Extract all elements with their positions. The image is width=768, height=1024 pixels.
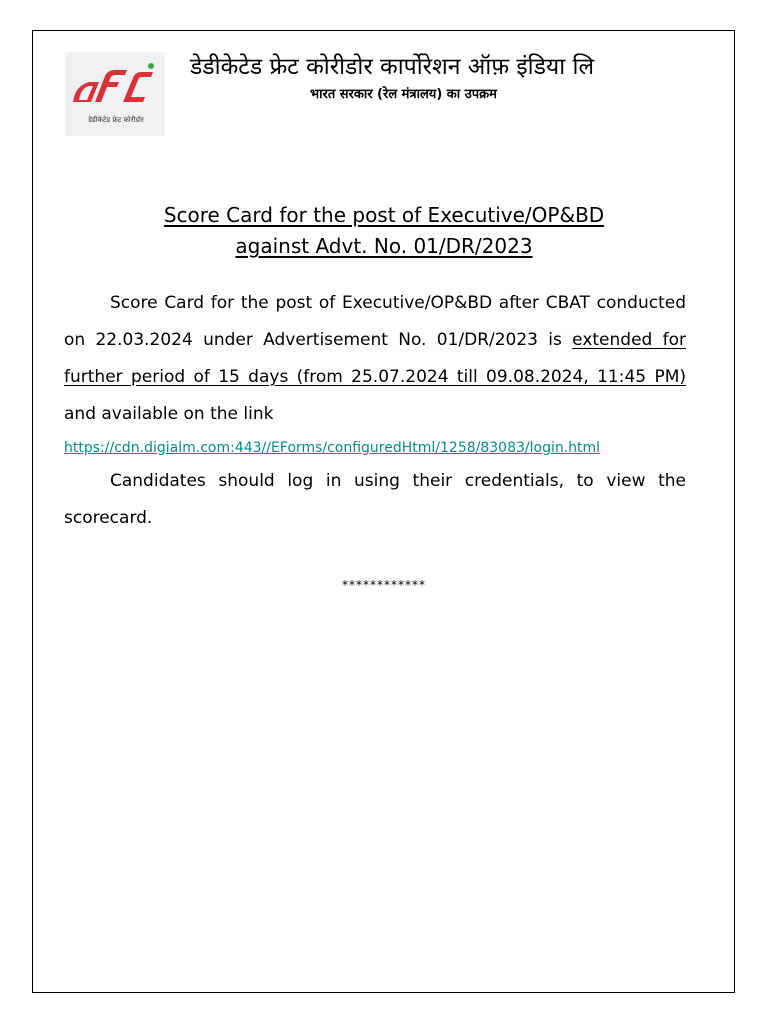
green-dot-icon xyxy=(148,63,154,69)
title-line-1: Score Card for the post of Executive/OP&BD xyxy=(163,203,605,227)
organization-name: डेडीकेटेड फ्रेट कोरीडोर कार्पोरेशन ऑफ़ इंडिया लि xyxy=(190,54,595,80)
logo-caption: डेडीकेटेड फ्रेट कोरीडोर xyxy=(88,116,144,124)
paragraph-1-end-text: and available on the link xyxy=(64,404,274,424)
title-line-2: against Advt. No. 01/DR/2023 xyxy=(235,234,533,258)
notice-paragraph-1 xyxy=(64,285,686,463)
page-title xyxy=(40,200,728,262)
scorecard-login-link[interactable]: https://cdn.digialm.com:443//EForms/configuredHtml/1258/83083/login.html xyxy=(64,440,601,456)
end-marker: ************ xyxy=(342,578,426,592)
notice-paragraph-2: Candidates should log in using their credentials, to view the scorecard. xyxy=(64,471,686,528)
organization-subtitle: भारत सरकार (रेल मंत्रालय) का उपक्रम xyxy=(310,87,497,102)
extension-period-text: extended for further period of 15 days (from 25.07.2024 till 09.08.2024, 11:45 PM) xyxy=(64,330,686,387)
dfccil-logo xyxy=(65,52,165,136)
notice-body xyxy=(64,285,686,537)
paragraph-1-text: Score Card for the post of Executive/OP&BD after CBAT conducted on 22.03.2024 under Advertisement No. 01/DR/2023 is xyxy=(64,293,686,350)
